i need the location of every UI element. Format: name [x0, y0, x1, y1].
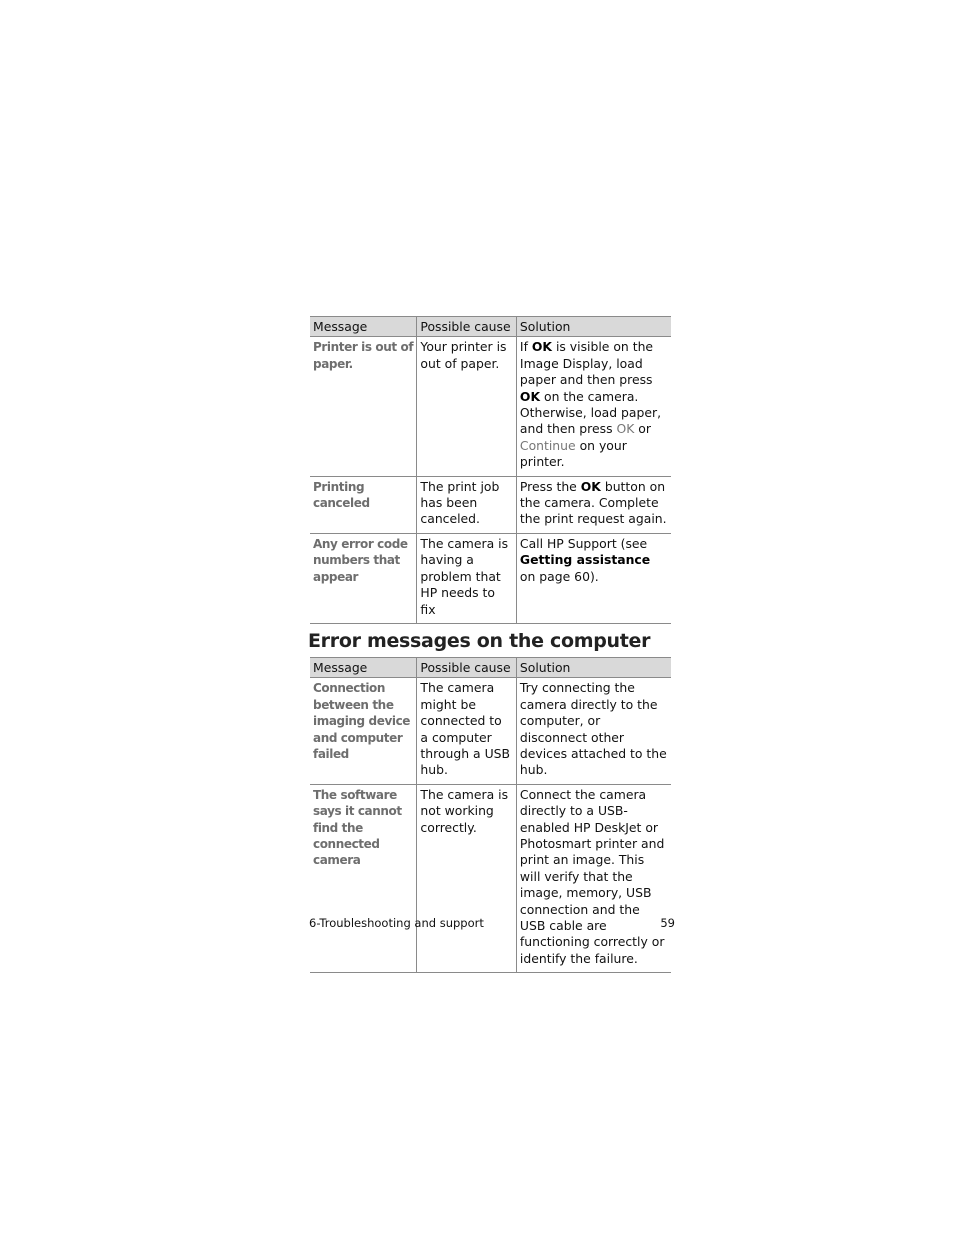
solution-cell: Try connecting the camera directly to the computer, or disconnect other devices attached to the hub. — [516, 678, 671, 784]
ok-keyword: OK — [580, 478, 601, 494]
solution-text: on the camera. Otherwise, load paper, and then press — [519, 388, 662, 437]
page-content — [310, 316, 671, 973]
message-cell: Printing canceled — [310, 476, 417, 533]
table-header-row — [310, 317, 671, 337]
solution-cell — [516, 533, 671, 623]
solution-text: button on the camera. Complete the print request again. — [519, 478, 667, 527]
table-row — [310, 784, 671, 972]
message-cell: Printer is out of paper. — [310, 337, 417, 476]
footer-chapter: 6-Troubleshooting and support — [309, 916, 484, 930]
message-cell: Any error code numbers that appear — [310, 533, 417, 623]
getting-assistance-link[interactable]: Getting assistance — [519, 552, 651, 568]
cause-cell: The camera might be connected to a computer through a USB hub. — [417, 678, 517, 784]
solution-cell — [516, 337, 671, 476]
ok-keyword: OK — [519, 388, 541, 404]
solution-text: on your printer. — [519, 437, 627, 470]
header-possible-cause: Possible cause — [417, 317, 517, 337]
header-message: Message — [310, 657, 417, 677]
solution-text: or — [634, 421, 651, 437]
page-number: 59 — [660, 916, 675, 930]
section-heading: Error messages on the computer — [308, 629, 651, 652]
header-solution: Solution — [516, 317, 671, 337]
continue-keyword: Continue — [519, 437, 576, 453]
solution-text: Press the — [519, 478, 581, 494]
printer-error-table — [310, 316, 671, 624]
cause-cell: The camera is not working correctly. — [417, 784, 517, 972]
message-cell: The software says it cannot find the connected camera — [310, 784, 417, 972]
ok-keyword: OK — [531, 339, 553, 355]
solution-text: If — [519, 339, 532, 355]
header-possible-cause: Possible cause — [417, 657, 517, 677]
cause-cell: Your printer is out of paper. — [417, 337, 517, 476]
header-message: Message — [310, 317, 417, 337]
table-header-row — [310, 657, 671, 677]
solution-cell: Connect the camera directly to a USB-enabled HP DeskJet or Photosmart printer and print an image. This will verify that the image, memory, USB connection and the USB cable are functioning correctly or identify the failure. — [516, 784, 671, 972]
cause-cell: The print job has been canceled. — [417, 476, 517, 533]
cause-cell: The camera is having a problem that HP needs to fix — [417, 533, 517, 623]
solution-text: on page 60). — [519, 568, 599, 584]
solution-text: is visible on the Image Display, load paper and then press — [519, 339, 654, 388]
printer-ok-keyword: OK — [616, 421, 635, 437]
table-row — [310, 337, 671, 476]
header-solution: Solution — [516, 657, 671, 677]
solution-text: Call HP Support (see — [519, 535, 648, 551]
solution-cell — [516, 476, 671, 533]
table-row — [310, 678, 671, 784]
table-row — [310, 476, 671, 533]
table-row — [310, 533, 671, 623]
message-cell: Connection between the imaging device and computer failed — [310, 678, 417, 784]
